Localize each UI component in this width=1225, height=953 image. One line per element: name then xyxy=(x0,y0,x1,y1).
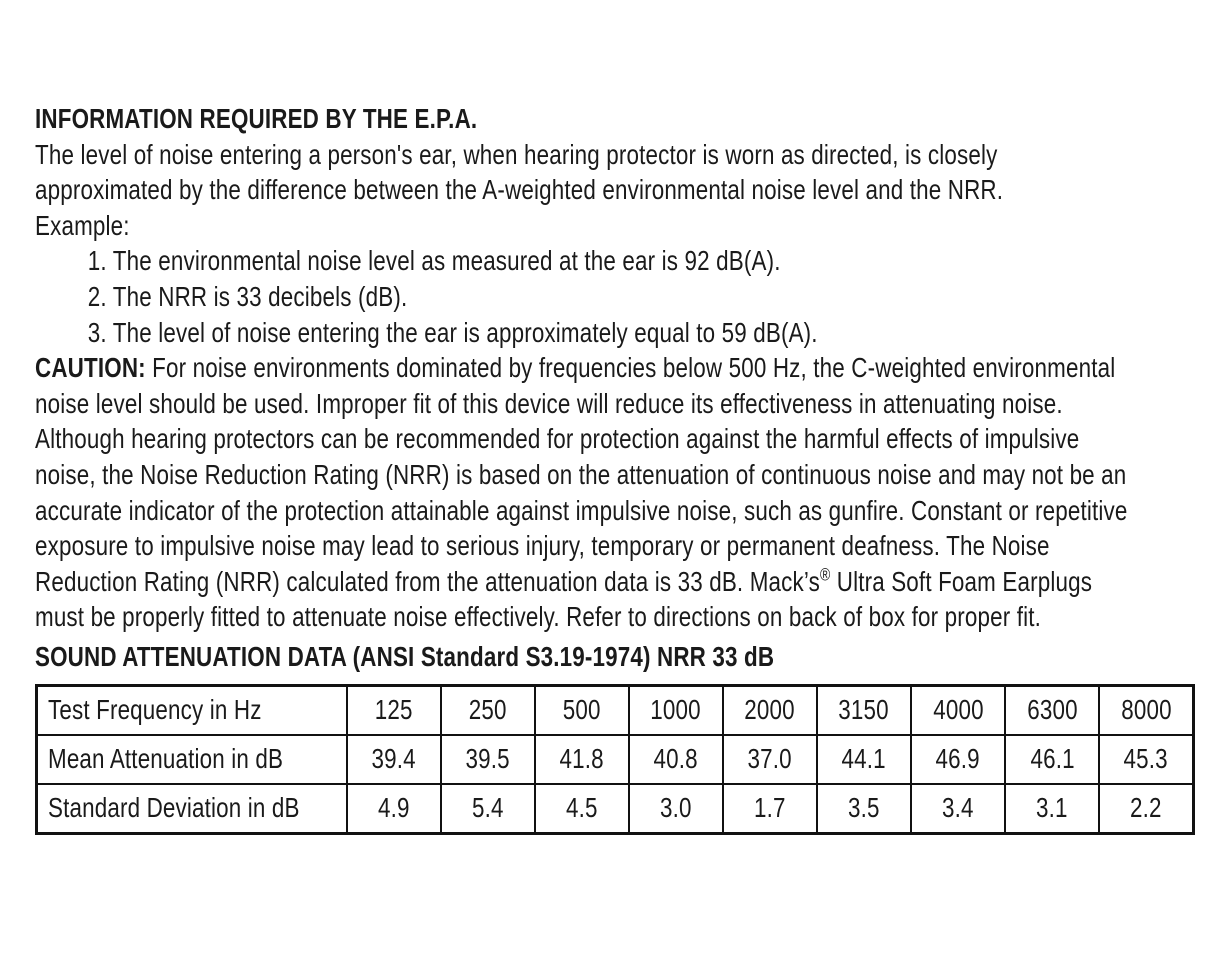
standard-deviation-cell xyxy=(441,784,535,834)
mean-attenuation-cell xyxy=(441,735,535,784)
mean-attenuation-value: 44.1 xyxy=(841,743,887,774)
example-item-3: 3. The level of noise entering the ear is approximately equal to 59 dB(A). xyxy=(87,316,818,348)
mean-attenuation-value: 41.8 xyxy=(559,743,604,774)
attenuation-data-heading: SOUND ATTENUATION DATA (ANSI Standard S3.19-1974) NRR 33 dB xyxy=(35,640,775,672)
row-label-standard-deviation xyxy=(37,784,347,834)
mean-attenuation-cell xyxy=(347,735,441,784)
frequency-cell xyxy=(1099,685,1193,735)
standard-deviation-cell xyxy=(535,784,629,834)
mean-attenuation-cell xyxy=(1005,735,1099,784)
frequency-cell xyxy=(723,685,817,735)
row-label-mean-attenuation xyxy=(37,735,347,784)
caution-line-5: accurate indicator of the protection attainable against impulsive noise, such as gunfire. Constant or repetitive xyxy=(35,494,1128,526)
frequency-value: 4000 xyxy=(932,694,984,725)
frequency-value: 250 xyxy=(468,694,507,725)
caution-line-2: noise level should be used. Improper fit of this device will reduce its effectiveness in attenuating noise. xyxy=(35,387,1063,419)
row-label-mean-attenuation-text: Mean Attenuation in dB xyxy=(48,743,284,774)
row-label-frequency xyxy=(37,685,347,735)
mean-attenuation-value: 45.3 xyxy=(1123,743,1169,774)
frequency-value: 1000 xyxy=(650,694,702,725)
standard-deviation-value: 3.5 xyxy=(848,792,880,823)
frequency-cell xyxy=(441,685,535,735)
epa-information-block xyxy=(35,101,1195,835)
example-item-1: 1. The environmental noise level as measured at the ear is 92 dB(A). xyxy=(87,245,781,277)
mean-attenuation-cell xyxy=(723,735,817,784)
frequency-cell xyxy=(911,685,1005,735)
frequency-cell xyxy=(535,685,629,735)
intro-line-2: approximated by the difference between the A-weighted environmental noise level and the NRR. xyxy=(35,174,1004,206)
trademark-line-pre: Reduction Rating (NRR) calculated from the attenuation data is 33 dB. Mack’s xyxy=(35,565,820,597)
standard-deviation-cell xyxy=(723,784,817,834)
caution-line-4: noise, the Noise Reduction Rating (NRR) is based on the attenuation of continuous noise and may not be an xyxy=(35,458,1127,490)
intro-line-1: The level of noise entering a person's ear, when hearing protector is worn as directed, is closely xyxy=(35,138,998,170)
caution-label: CAUTION: xyxy=(35,352,146,384)
mean-attenuation-value: 39.5 xyxy=(465,743,510,774)
caution-line-1 xyxy=(35,350,1116,386)
frequency-cell xyxy=(347,685,441,735)
table-row-frequency xyxy=(37,685,1194,735)
mean-attenuation-cell xyxy=(911,735,1005,784)
frequency-cell xyxy=(817,685,911,735)
registered-trademark-symbol: ® xyxy=(819,564,831,585)
row-label-standard-deviation-text: Standard Deviation in dB xyxy=(48,792,300,823)
standard-deviation-value: 3.4 xyxy=(942,792,974,823)
mean-attenuation-value: 46.1 xyxy=(1030,743,1075,774)
frequency-value: 2000 xyxy=(744,694,796,725)
mean-attenuation-value: 40.8 xyxy=(653,743,698,774)
mean-attenuation-cell xyxy=(1099,735,1193,784)
standard-deviation-cell xyxy=(629,784,723,834)
mean-attenuation-cell xyxy=(535,735,629,784)
frequency-value: 500 xyxy=(562,694,601,725)
frequency-value: 8000 xyxy=(1120,694,1172,725)
epa-heading: INFORMATION REQUIRED BY THE E.P.A. xyxy=(35,103,478,134)
standard-deviation-value: 4.5 xyxy=(565,792,598,823)
standard-deviation-cell xyxy=(347,784,441,834)
standard-deviation-cell xyxy=(911,784,1005,834)
example-label: Example: xyxy=(35,209,130,241)
table-row-mean-attenuation xyxy=(37,735,1194,784)
caution-line-6: exposure to impulsive noise may lead to serious injury, temporary or permanent deafness. The Noise xyxy=(35,530,1050,562)
standard-deviation-value: 2.2 xyxy=(1130,792,1162,823)
mean-attenuation-cell xyxy=(629,735,723,784)
frequency-value: 3150 xyxy=(838,694,890,725)
standard-deviation-cell xyxy=(1005,784,1099,834)
standard-deviation-value: 3.1 xyxy=(1036,792,1069,823)
caution-line-1-text: For noise environments dominated by frequencies below 500 Hz, the C-weighted environmental xyxy=(145,352,1116,384)
mean-attenuation-value: 37.0 xyxy=(747,743,793,774)
standard-deviation-value: 3.0 xyxy=(660,792,692,823)
caution-trademark-line xyxy=(35,564,1093,600)
frequency-cell xyxy=(1005,685,1099,735)
caution-last-line: must be properly fitted to attenuate noise effectively. Refer to directions on back of box for proper fit. xyxy=(35,601,1041,633)
example-item-2: 2. The NRR is 33 decibels (dB). xyxy=(87,280,408,312)
standard-deviation-value: 5.4 xyxy=(471,792,504,823)
sound-attenuation-table xyxy=(35,684,1195,835)
mean-attenuation-value: 39.4 xyxy=(371,743,416,774)
frequency-cell xyxy=(629,685,723,735)
row-label-frequency-text: Test Frequency in Hz xyxy=(48,694,262,725)
table-row-standard-deviation xyxy=(37,784,1194,834)
mean-attenuation-cell xyxy=(817,735,911,784)
frequency-value: 6300 xyxy=(1026,694,1078,725)
standard-deviation-value: 4.9 xyxy=(377,792,410,823)
standard-deviation-cell xyxy=(817,784,911,834)
trademark-line-post: Ultra Soft Foam Earplugs xyxy=(830,565,1093,597)
standard-deviation-cell xyxy=(1099,784,1193,834)
caution-line-3: Although hearing protectors can be recommended for protection against the harmful effects of impulsive xyxy=(35,423,1080,455)
mean-attenuation-value: 46.9 xyxy=(935,743,981,774)
standard-deviation-value: 1.7 xyxy=(754,792,786,823)
frequency-value: 125 xyxy=(374,694,413,725)
